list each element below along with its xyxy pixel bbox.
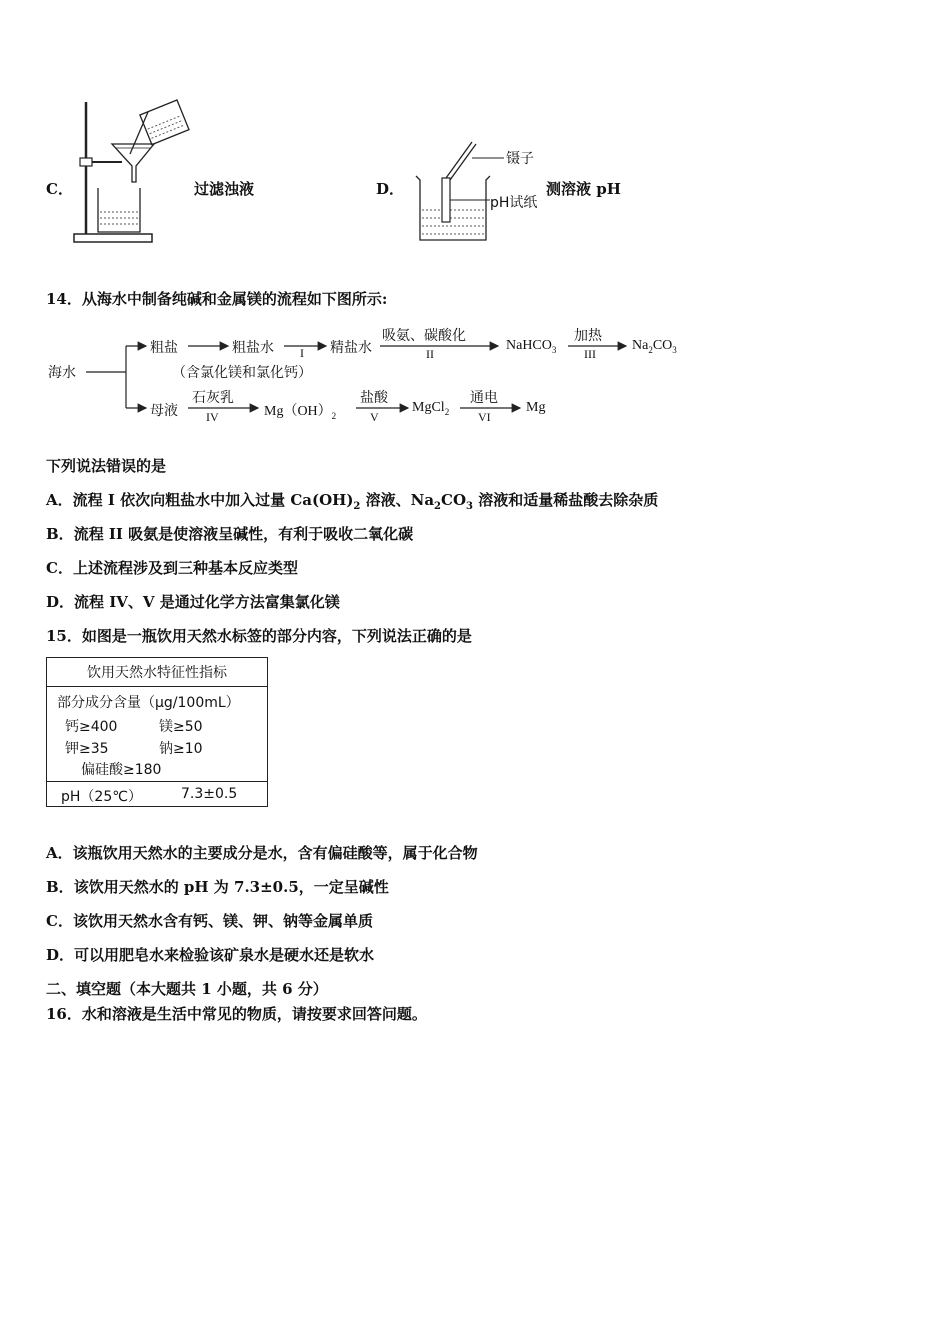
flow-step-IV-condition: 石灰乳: [192, 390, 234, 406]
flow-impurity-note: （含氯化镁和氯化钙）: [172, 365, 312, 381]
q15-option-b-letter: B．: [46, 878, 74, 896]
flow-mother-liquor: 母液: [150, 403, 178, 419]
label-content-header: 部分成分含量（μg/100mL）: [57, 695, 240, 711]
flow-crude-salt: 粗盐: [150, 340, 178, 356]
q13-option-c-letter: C．: [46, 180, 73, 198]
flow-mgoh2-text: Mg（OH）: [264, 404, 332, 419]
flow-mg: Mg: [526, 400, 546, 415]
flow-na2co3-sub1: 2: [648, 344, 653, 355]
flow-na2co3-sub2: 3: [672, 344, 677, 355]
q14-option-d-text: 流程 IV、V 是通过化学方法富集氯化镁: [74, 593, 340, 611]
label-metasilicic-acid: 偏硅酸≥180: [81, 762, 162, 778]
q13-option-d-letter: D．: [376, 180, 405, 198]
flow-step-V-condition: 盐酸: [360, 390, 388, 406]
flow-step-III: III: [584, 347, 596, 361]
q14-option-a-sub: 2: [353, 501, 361, 512]
label-magnesium: 镁≥50: [159, 719, 203, 735]
flow-mgoh2: [264, 400, 336, 421]
q14-option-d: [46, 591, 340, 612]
flow-step-V: V: [370, 410, 379, 424]
flow-step-IV: IV: [206, 410, 219, 424]
label-title: 饮用天然水特征性指标: [87, 665, 227, 681]
q14-option-b-letter: B．: [46, 525, 74, 543]
q14-option-a-mid2: CO: [441, 491, 467, 509]
q15-option-d: [46, 944, 374, 965]
q14-option-a: [46, 489, 658, 512]
flow-step-VI-condition: 通电: [470, 390, 498, 406]
flow-mgcl2: [412, 400, 449, 417]
q15-option-d-letter: D．: [46, 946, 75, 964]
label-ph-value: 7.3±0.5: [181, 786, 238, 802]
flow-step-II: II: [426, 347, 434, 361]
flow-na2co3: [632, 338, 677, 355]
q13-option-c-text: 过滤浊液: [194, 180, 255, 198]
label-calcium: 钙≥400: [65, 719, 118, 735]
flow-mgcl2-sub: 2: [444, 406, 450, 417]
q15-option-c-text: 该饮用天然水含有钙、镁、钾、钠等金属单质: [72, 912, 373, 930]
q16-stem: 16．水和溶液是生活中常见的物质，请按要求回答问题。: [46, 1005, 427, 1023]
ph-paper-label: pH试纸: [490, 195, 538, 211]
label-potassium: 钾≥35: [65, 741, 109, 757]
q14-stem: 14．从海水中制备纯碱和金属镁的流程如下图所示:: [46, 290, 388, 308]
flow-nahco3-sub: 3: [551, 344, 557, 355]
q13-option-d-text: 测溶液 pH: [546, 180, 621, 198]
water-label-table: [46, 657, 268, 807]
q15-option-b: [46, 876, 389, 897]
tweezers-label: 镊子: [506, 151, 534, 167]
flow-refined-brine: 精盐水: [330, 340, 372, 356]
flow-step-I: I: [300, 346, 304, 360]
flow-seawater: 海水: [48, 365, 76, 381]
q14-option-b: [46, 523, 413, 544]
label-sodium: 钠≥10: [159, 741, 203, 757]
flow-crude-brine: 粗盐水: [232, 340, 274, 356]
label-ph-name: pH（25℃）: [61, 789, 142, 805]
flow-step-II-condition: 吸氨、碳酸化: [382, 328, 466, 344]
q14-option-c-letter: C．: [46, 559, 73, 577]
q15-option-c-letter: C．: [46, 912, 73, 930]
filtration-apparatus-drawing: [60, 96, 200, 246]
flow-nahco3: [506, 338, 556, 355]
q15-option-a-letter: A．: [46, 844, 73, 862]
q14-option-b-text: 流程 II 吸氨是使溶液呈碱性，有利于吸收二氧化碳: [73, 525, 414, 543]
q14-option-a-sub3: 3: [466, 501, 473, 512]
flow-mgcl2-text: MgCl: [412, 400, 445, 415]
flow-na2co3-a: Na: [632, 338, 649, 353]
flow-nahco3-text: NaHCO: [506, 338, 552, 353]
q15-option-a: [46, 842, 478, 863]
q14-option-d-letter: D．: [46, 593, 75, 611]
flow-step-III-condition: 加热: [574, 328, 602, 344]
label-divider-bottom: [47, 781, 267, 782]
q14-option-a-post: 溶液和适量稀盐酸去除杂质: [473, 491, 659, 509]
flow-step-VI: VI: [478, 410, 491, 424]
q14-option-a-sub2: 2: [434, 501, 442, 512]
label-divider-top: [47, 686, 267, 687]
q14-option-c-text: 上述流程涉及到三种基本反应类型: [72, 559, 298, 577]
q15-stem: 15．如图是一瓶饮用天然水标签的部分内容，下列说法正确的是: [46, 627, 472, 645]
q15-option-b-text: 该饮用天然水的 pH 为 7.3±0.5，一定呈碱性: [73, 878, 389, 896]
flow-na2co3-b: CO: [652, 338, 673, 353]
q14-option-a-letter: A．: [46, 491, 73, 509]
q15-option-d-text: 可以用肥皂水来检验该矿泉水是硬水还是软水: [74, 946, 375, 964]
q14-option-c: [46, 557, 298, 578]
q14-option-a-mid: 溶液、Na: [360, 491, 435, 509]
q14-ask: 下列说法错误的是: [46, 457, 167, 475]
section-2-title: 二、填空题（本大题共 1 小题，共 6 分）: [46, 980, 328, 998]
q15-option-a-text: 该瓶饮用天然水的主要成分是水，含有偏硅酸等，属于化合物: [72, 844, 478, 862]
q15-option-c: [46, 910, 373, 931]
q14-option-a-pre: 流程 I 依次向粗盐水中加入过量 Ca(OH): [72, 491, 354, 509]
flow-mgoh2-sub: 2: [331, 410, 337, 421]
ph-test-apparatus-drawing: [410, 136, 510, 246]
